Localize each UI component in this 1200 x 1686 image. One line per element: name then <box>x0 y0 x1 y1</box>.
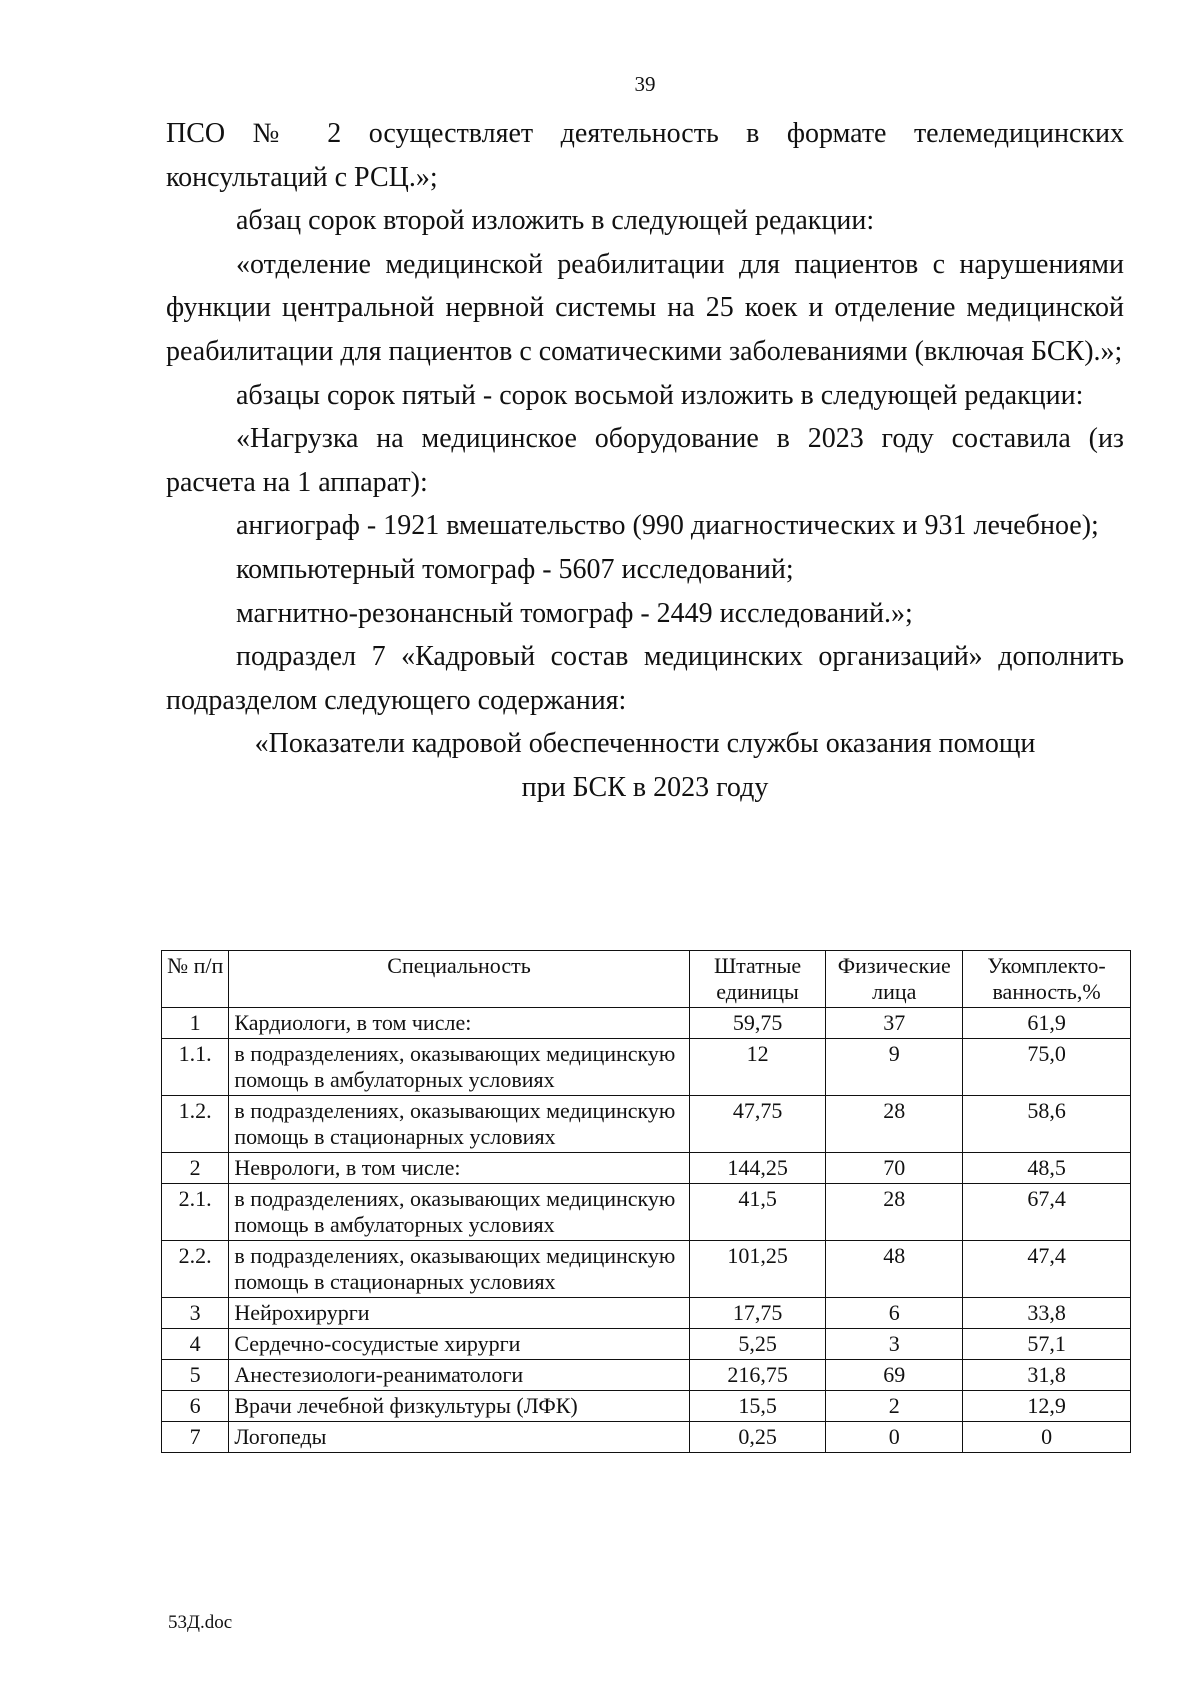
cell-specialty: Сердечно-сосудистые хирурги <box>229 1329 689 1360</box>
document-filename: 53Д.doc <box>168 1612 233 1633</box>
cell-staff-units: 216,75 <box>689 1360 826 1391</box>
cell-staffing-pct: 47,4 <box>963 1241 1131 1298</box>
table-body <box>162 1008 1131 1453</box>
cell-staff-units: 17,75 <box>689 1298 826 1329</box>
cell-num: 4 <box>162 1329 229 1360</box>
table-row <box>162 1184 1131 1241</box>
cell-staff-units: 5,25 <box>689 1329 826 1360</box>
cell-num: 7 <box>162 1422 229 1453</box>
cell-persons: 28 <box>826 1096 963 1153</box>
cell-staff-units: 101,25 <box>689 1241 826 1298</box>
cell-persons: 69 <box>826 1360 963 1391</box>
cell-specialty: в подразделениях, оказывающих медицинскую помощь в стационарных условиях <box>229 1096 689 1153</box>
table-header-row <box>162 951 1131 1008</box>
cell-staffing-pct: 48,5 <box>963 1153 1131 1184</box>
table-row <box>162 1391 1131 1422</box>
cell-staff-units: 12 <box>689 1039 826 1096</box>
cell-specialty: Неврологи, в том числе: <box>229 1153 689 1184</box>
paragraph: компьютерный томограф - 5607 исследований; <box>236 553 794 585</box>
page-number: 39 <box>634 72 656 96</box>
cell-specialty: Врачи лечебной физкультуры (ЛФК) <box>229 1391 689 1422</box>
cell-persons: 37 <box>826 1008 963 1039</box>
cell-persons: 28 <box>826 1184 963 1241</box>
header-staffing-pct: Укомплекто-ванность,% <box>963 951 1131 1008</box>
document-body <box>166 112 1124 810</box>
table-row <box>162 1329 1131 1360</box>
cell-specialty: Нейрохирурги <box>229 1298 689 1329</box>
cell-num: 2.2. <box>162 1241 229 1298</box>
cell-persons: 70 <box>826 1153 963 1184</box>
cell-specialty: в подразделениях, оказывающих медицинскую помощь в амбулаторных условиях <box>229 1184 689 1241</box>
table-row <box>162 1039 1131 1096</box>
cell-num: 6 <box>162 1391 229 1422</box>
cell-num: 2.1. <box>162 1184 229 1241</box>
cell-staff-units: 0,25 <box>689 1422 826 1453</box>
cell-staffing-pct: 12,9 <box>963 1391 1131 1422</box>
cell-staffing-pct: 67,4 <box>963 1184 1131 1241</box>
cell-staffing-pct: 0 <box>963 1422 1131 1453</box>
cell-num: 2 <box>162 1153 229 1184</box>
cell-staff-units: 59,75 <box>689 1008 826 1039</box>
table-row <box>162 1241 1131 1298</box>
table-title-line-2: при БСК в 2023 году <box>521 771 769 803</box>
paragraph: абзацы сорок пятый - сорок восьмой изложить в следующей редакции: <box>236 379 1084 411</box>
cell-specialty: Логопеды <box>229 1422 689 1453</box>
cell-specialty: Кардиологи, в том числе: <box>229 1008 689 1039</box>
cell-staffing-pct: 57,1 <box>963 1329 1131 1360</box>
cell-num: 1.2. <box>162 1096 229 1153</box>
staffing-table <box>161 950 1131 1453</box>
paragraph: подраздел 7 «Кадровый состав медицинских организаций» дополнить подразделом следующего содержания: <box>166 641 1124 716</box>
cell-staff-units: 15,5 <box>689 1391 826 1422</box>
cell-specialty: Анестезиологи-реаниматологи <box>229 1360 689 1391</box>
table-row <box>162 1153 1131 1184</box>
cell-staffing-pct: 31,8 <box>963 1360 1131 1391</box>
header-staff-units: Штатные единицы <box>689 951 826 1008</box>
cell-persons: 6 <box>826 1298 963 1329</box>
cell-persons: 9 <box>826 1039 963 1096</box>
table-row <box>162 1096 1131 1153</box>
cell-persons: 0 <box>826 1422 963 1453</box>
paragraph: «отделение медицинской реабилитации для пациентов с нарушениями функции центральной нервной системы на 25 коек и отделение медицинской реабилитации для пациентов с соматическими заболеваниями (включая БСК).»; <box>166 248 1124 367</box>
table-row <box>162 1008 1131 1039</box>
cell-num: 3 <box>162 1298 229 1329</box>
cell-staff-units: 47,75 <box>689 1096 826 1153</box>
table-row <box>162 1298 1131 1329</box>
cell-staffing-pct: 61,9 <box>963 1008 1131 1039</box>
cell-persons: 3 <box>826 1329 963 1360</box>
header-persons: Физические лица <box>826 951 963 1008</box>
cell-num: 1.1. <box>162 1039 229 1096</box>
header-specialty: Специальность <box>229 951 689 1008</box>
cell-staff-units: 144,25 <box>689 1153 826 1184</box>
paragraph: ангиограф - 1921 вмешательство (990 диагностических и 931 лечебное); <box>236 510 1099 542</box>
cell-staff-units: 41,5 <box>689 1184 826 1241</box>
cell-staffing-pct: 75,0 <box>963 1039 1131 1096</box>
cell-staffing-pct: 58,6 <box>963 1096 1131 1153</box>
cell-persons: 48 <box>826 1241 963 1298</box>
header-num: № п/п <box>162 951 229 1008</box>
table-title-line-1: «Показатели кадровой обеспеченности службы оказания помощи <box>254 728 1036 760</box>
cell-staffing-pct: 33,8 <box>963 1298 1131 1329</box>
paragraph: «Нагрузка на медицинское оборудование в 2023 году составила (из расчета на 1 аппарат): <box>166 423 1124 498</box>
table-row <box>162 1422 1131 1453</box>
paragraph: магнитно-резонансный томограф - 2449 исследований.»; <box>236 597 913 629</box>
cell-specialty: в подразделениях, оказывающих медицинскую помощь в амбулаторных условиях <box>229 1039 689 1096</box>
cell-num: 5 <box>162 1360 229 1391</box>
cell-persons: 2 <box>826 1391 963 1422</box>
cell-specialty: в подразделениях, оказывающих медицинскую помощь в стационарных условиях <box>229 1241 689 1298</box>
paragraph: ПСО № 2 осуществляет деятельность в формате телемедицинских консультаций с РСЦ.»; <box>166 118 1124 193</box>
cell-num: 1 <box>162 1008 229 1039</box>
table-row <box>162 1360 1131 1391</box>
paragraph: абзац сорок второй изложить в следующей редакции: <box>236 205 875 237</box>
